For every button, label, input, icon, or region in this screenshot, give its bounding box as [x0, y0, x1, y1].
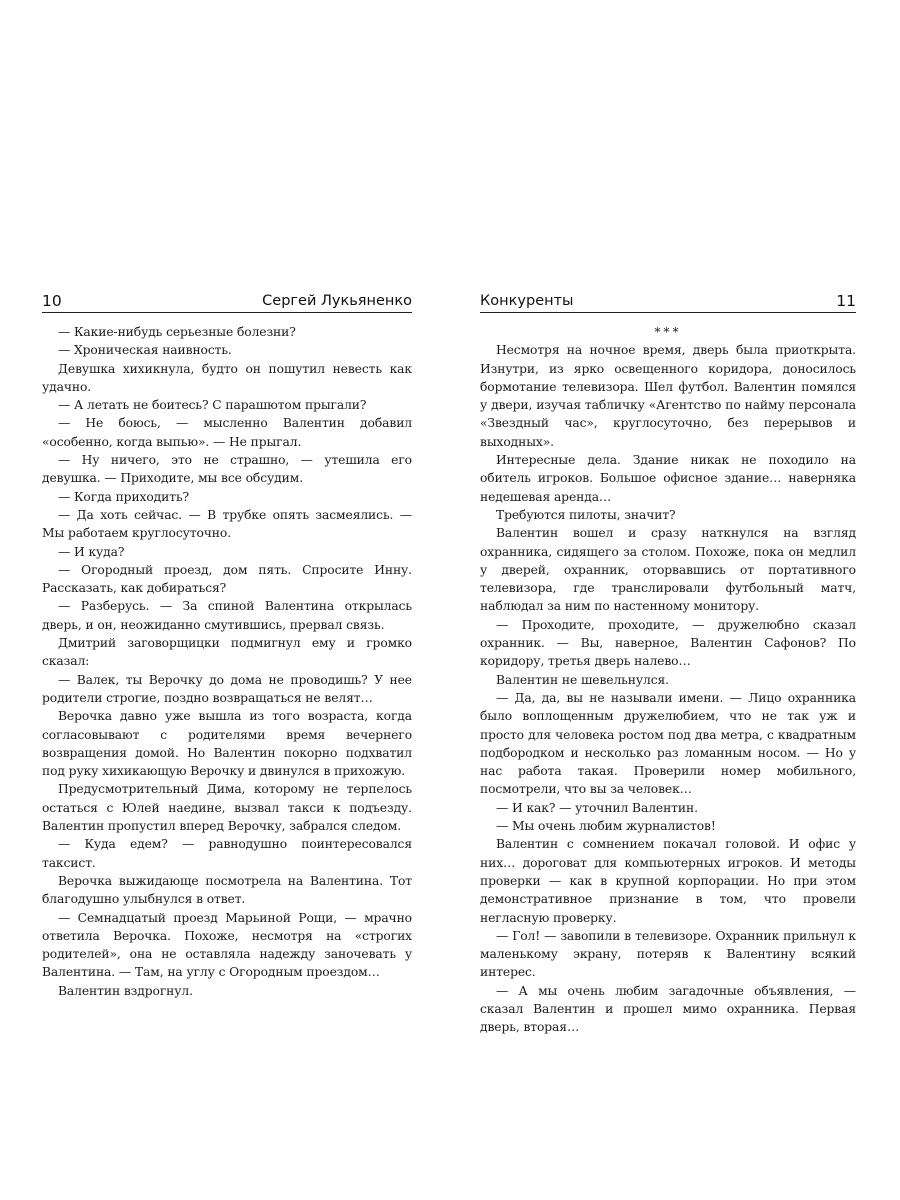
- left-page-header: [42, 290, 412, 313]
- paragraph: — И куда?: [58, 544, 125, 559]
- right-page-header: [480, 290, 856, 313]
- paragraph: Валентин вздрогнул.: [58, 983, 193, 998]
- paragraph: Девушка хихикнула, будто он пошутил невесть как удачно.: [42, 361, 412, 394]
- paragraph: — Проходите, проходите, — дружелюбно сказал охранник. — Вы, наверное, Валентин Сафонов? По коридору, третья дверь налево…: [480, 617, 856, 669]
- paragraph: — Семнадцатый проезд Марьиной Рощи, — мрачно ответила Верочка. Похоже, несмотря на «строгих родителей», она не оставляла надежду заночевать у Валентина. — Там, на углу с Огородным проездом…: [42, 910, 412, 980]
- paragraph: — И как? — уточнил Валентин.: [496, 800, 698, 815]
- paragraph: — Гол! — завопили в телевизоре. Охранник прильнул к маленькому экрану, потеряв к Валентину всякий интерес.: [480, 928, 856, 980]
- paragraph: Верочка давно уже вышла из того возраста, когда согласовывают с родителями время вечернего возвращения домой. Но Валентин покорно подхватил под руку хихикающую Верочку и двинулся в прихожую.: [42, 709, 412, 779]
- paragraph: — А мы очень любим загадочные объявления, — сказал Валентин и прошел мимо охранника. Первая дверь, вторая…: [480, 983, 856, 1035]
- paragraph: — Разберусь. — За спиной Валентина открылась дверь, и он, неожиданно смутившись, прервал связь.: [42, 599, 412, 632]
- running-head-title: Конкуренты: [480, 293, 574, 309]
- page-number: 10: [42, 292, 62, 310]
- section-separator: ***: [654, 325, 682, 339]
- paragraph: Дмитрий заговорщицки подмигнул ему и громко сказал:: [42, 636, 412, 669]
- paragraph: — А летать не боитесь? С парашютом прыгали?: [58, 398, 367, 413]
- paragraph: — Не боюсь, — мысленно Валентин добавил «особенно, когда выпью». — Не прыгал.: [42, 416, 412, 449]
- paragraph: — Когда приходить?: [58, 489, 190, 504]
- paragraph: — Какие-нибудь серьезные болезни?: [58, 325, 296, 339]
- left-page: [42, 290, 412, 1000]
- paragraph: Требуются пилоты, значит?: [496, 507, 676, 522]
- paragraph: Интересные дела. Здание никак не походило на обитель игроков. Большое офисное здание… наверняка недешевая аренда…: [480, 453, 856, 504]
- page-number: 11: [836, 292, 856, 310]
- paragraph: Предусмотрительный Дима, которому не терпелось остаться с Юлей наедине, вызвал такси к подъезду. Валентин пропустил вперед Верочку, забрался следом.: [42, 782, 412, 834]
- paragraph: — Мы очень любим журналистов!: [496, 819, 716, 834]
- running-head-author: Сергей Лукьяненко: [262, 293, 412, 309]
- paragraph: — Огородный проезд, дом пять. Спросите Инну. Рассказать, как добираться?: [42, 562, 412, 596]
- paragraph: Несмотря на ночное время, дверь была приоткрыта. Изнутри, из ярко освещенного коридора, доносилось бормотание телевизора. Шел футбол. Валентин помялся у двери, изучая табличку «Агентство по найму персонала «Звездный час», круглосуточно, без перерывов и выходных».: [480, 343, 856, 449]
- paragraph: Валентин не шевельнулся.: [496, 672, 669, 687]
- paragraph: — Куда едем? — равнодушно поинтересовался таксист.: [42, 837, 412, 870]
- right-page-body: [480, 323, 856, 1037]
- paragraph: Верочка выжидающе посмотрела на Валентина. Тот благодушно улыбнулся в ответ.: [42, 873, 412, 907]
- paragraph: Валентин вошел и сразу наткнулся на взгляд охранника, сидящего за столом. Похоже, пока он медлил у дверей, охранник, оторвавшись от портативного телевизора, где транслировали футбольный матч, наблюдал за ним по настенному монитору.: [480, 526, 856, 614]
- paragraph: — Ну ничего, это не страшно, — утешила его девушка. — Приходите, мы все обсудим.: [42, 453, 412, 486]
- paragraph: — Хроническая наивность.: [58, 343, 232, 358]
- paragraph: Валентин с сомнением покачал головой. И офис у них… дороговат для компьютерных игроков. И методы проверки — как в крупной корпорации. Но при этом демонстративное признание в том, что провели негласную проверку.: [480, 837, 856, 925]
- paragraph: — Да хоть сейчас. — В трубке опять засмеялись. — Мы работаем круглосуточно.: [42, 507, 412, 541]
- paragraph: — Да, да, вы не называли имени. — Лицо охранника было воплощенным дружелюбием, что не так уж и просто для человека ростом под два метра, с квадратным подбородком и несколько раз ломанным носом. — Но у нас работа такая. Проверили номер мобильного, посмотрели, что вы за человек…: [480, 690, 856, 797]
- left-page-body: [42, 323, 412, 1000]
- paragraph: — Валек, ты Верочку до дома не проводишь? У нее родители строгие, поздно возвращаться не велят…: [42, 672, 412, 705]
- right-page: [480, 290, 856, 1037]
